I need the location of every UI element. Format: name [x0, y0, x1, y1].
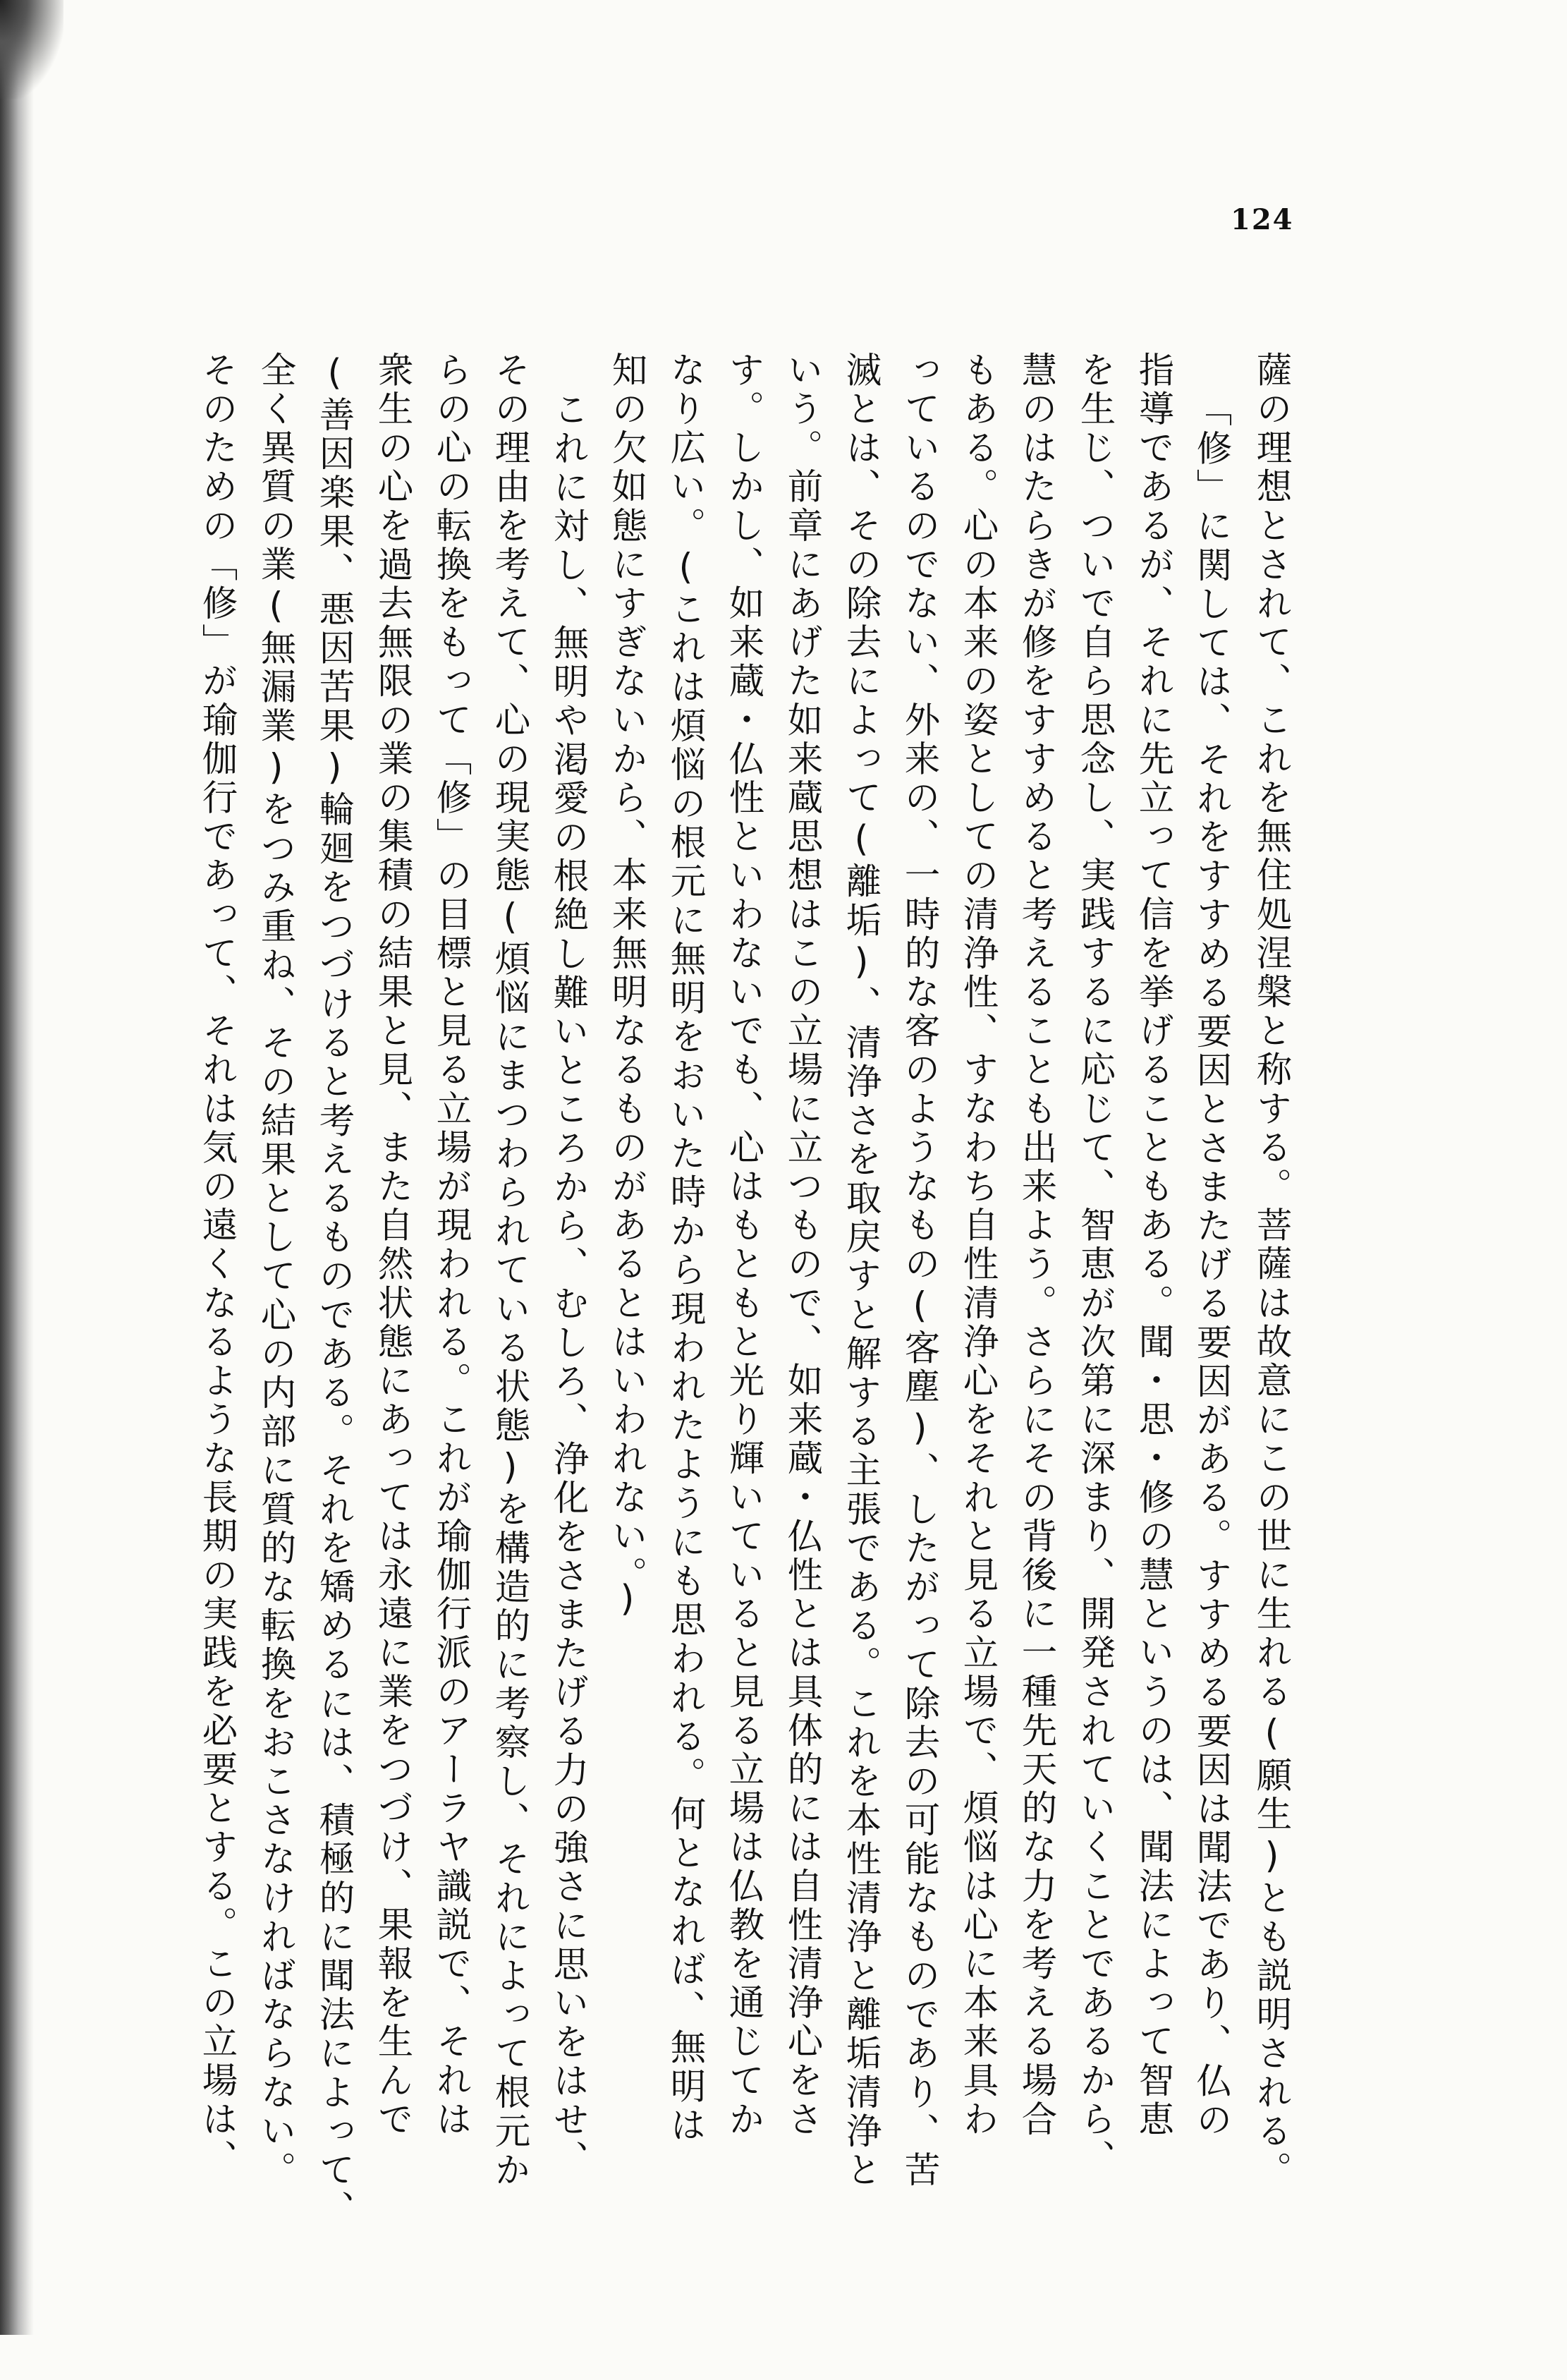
text-column: そのための「修」が瑜伽行であって、それは気の遠くなるような長期の実践を必要とする。この立場は、 — [197, 351, 238, 2178]
text-column: 薩の理想とされて、これを無住処涅槃と称する。菩薩は故意にこの世に生れる(願生)とも説明される。 — [1251, 351, 1293, 2190]
page-number: 124 — [1231, 203, 1294, 236]
text-column: 指導であるが、それに先立って信を挙げることもある。聞・思・修の慧というのは、聞法によって智恵 — [1133, 351, 1175, 2139]
text-column: 慧のはたらきが修をすすめると考えることも出来よう。さらにその背後に一種先天的な力を考える場合 — [1016, 351, 1058, 2139]
text-column: 滅とは、その除去によって(離垢)、清浄さを取戻すと解する主張である。これを本性清浄と離垢清浄と — [841, 351, 882, 2190]
text-column: を生じ、ついで自ら思念し、実践するに応じて、智恵が次第に深まり、開発されていくことであるから、 — [1075, 351, 1116, 2178]
text-column: 知の欠如態にすぎないから、本来無明なるものがあるとはいわれない。) — [606, 351, 648, 1622]
text-column: いう。前章にあげた如来蔵思想はこの立場に立つもので、如来蔵・仏性とは具体的には自性清浄心をさ — [782, 351, 824, 2139]
text-column: 衆生の心を過去無限の業の集積の結果と見、また自然状態にあっては永遠に業をつづけ、果報を生んで — [372, 351, 414, 2139]
text-column: っているのでない、外来の、一時的な客のようなもの(客塵)、したがって除去の可能なものであり、苦 — [899, 351, 941, 2190]
text-column: もある。心の本来の姿としての清浄性、すなわち自性清浄心をそれと見る立場で、煩悩は心に本来具わ — [958, 351, 999, 2139]
text-column: らの心の転換をもって「修」の目標と見る立場が現われる。これが瑜伽行派のアーラヤ識説で、それは — [431, 351, 472, 2139]
text-column: (善因楽果、悪因苦果)輪廻をつづけると考えるものである。それを矯めるには、積極的に聞法によって、 — [314, 351, 355, 2229]
text-column: 全く異質の業(無漏業)をつみ重ね、その結果として心の内部に質的な転換をおこさなければならない。 — [255, 351, 297, 2190]
text-column: 「修」に関しては、それをすすめる要因とさまたげる要因がある。すすめる要因は聞法であり、仏の — [1191, 391, 1233, 2140]
text-column: その理由を考えて、心の現実態(煩悩にまつわられている状態)を構造的に考察し、それによって根元か — [489, 351, 531, 2190]
text-column: なり広い。(これは煩悩の根元に無明をおいた時から現われたようにも思われる。何となれば、無明は — [665, 351, 707, 2146]
text-column: これに対し、無明や渇愛の根絶し難いところから、むしろ、浄化をさまたげる力の強さに思いをはせ、 — [548, 391, 590, 2179]
text-column: す。しかし、如来蔵・仏性といわないでも、心はもともと光り輝いていると見る立場は仏教を通じてか — [724, 351, 765, 2139]
